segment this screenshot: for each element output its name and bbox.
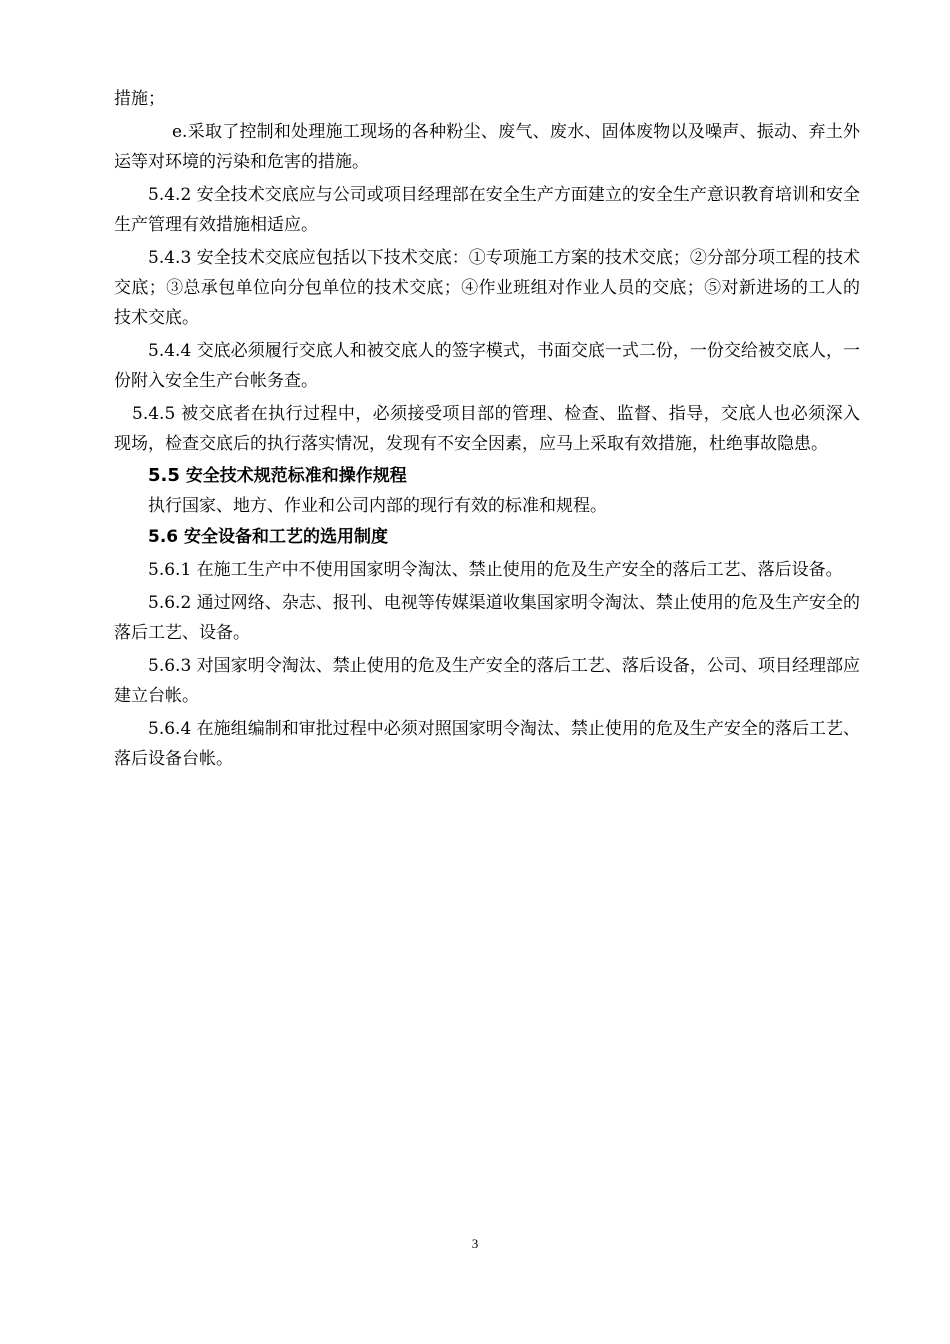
paragraph-5-6-4: 5.6.4 在施组编制和审批过程中必须对照国家明令淘汰、禁止使用的危及生产安全的落后工艺、落后设备台帐。 xyxy=(114,719,860,769)
section-heading-5-5 xyxy=(114,461,860,491)
paragraph-5-6-3: 5.6.3 对国家明令淘汰、禁止使用的危及生产安全的落后工艺、落后设备，公司、项目经理部应建立台帐。 xyxy=(114,656,860,706)
paragraph-5-6-2: 5.6.2 通过网络、杂志、报刊、电视等传媒渠道收集国家明令淘汰、禁止使用的危及生产安全的落后工艺、设备。 xyxy=(114,593,860,643)
paragraph-5-6-1: 5.6.1 在施工生产中不使用国家明令淘汰、禁止使用的危及生产安全的落后工艺、落后设备。 xyxy=(148,560,843,580)
page-number: 3 xyxy=(471,1236,479,1251)
paragraph-continuation: 措施； xyxy=(114,89,165,109)
paragraph-5-4-4: 5.4.4 交底必须履行交底人和被交底人的签字模式，书面交底一式二份，一份交给被交底人，一份附入安全生产台帐务查。 xyxy=(114,341,860,391)
section-heading-5-6: 5.6 安全设备和工艺的选用制度 xyxy=(148,527,389,547)
section-title: 安全技术规范标准和操作规程 xyxy=(185,466,407,486)
paragraph-5-4-5: 5.4.5 被交底者在执行过程中，必须接受项目部的管理、检查、监督、指导，交底人也必须深入现场，检查交底后的执行落实情况，发现有不安全因素，应马上采取有效措施，杜绝事故隐患。 xyxy=(114,404,860,454)
document-body xyxy=(114,84,860,774)
paragraph-5-4-2: 5.4.2 安全技术交底应与公司或项目经理部在安全生产方面建立的安全生产意识教育培训和安全生产管理有效措施相适应。 xyxy=(114,185,860,235)
section-number: 5.5 xyxy=(148,465,180,486)
paragraph-5-5-body: 执行国家、地方、作业和公司内部的现行有效的标准和规程。 xyxy=(148,496,607,516)
paragraph-item-e: e.采取了控制和处理施工现场的各种粉尘、废气、废水、固体废物以及噪声、振动、弃土外运等对环境的污染和危害的措施。 xyxy=(114,122,860,172)
paragraph-5-4-3: 5.4.3 安全技术交底应包括以下技术交底：①专项施工方案的技术交底；②分部分项工程的技术交底；③总承包单位向分包单位的技术交底；④作业班组对作业人员的交底；⑤对新进场的工人的技术交底。 xyxy=(114,248,860,328)
